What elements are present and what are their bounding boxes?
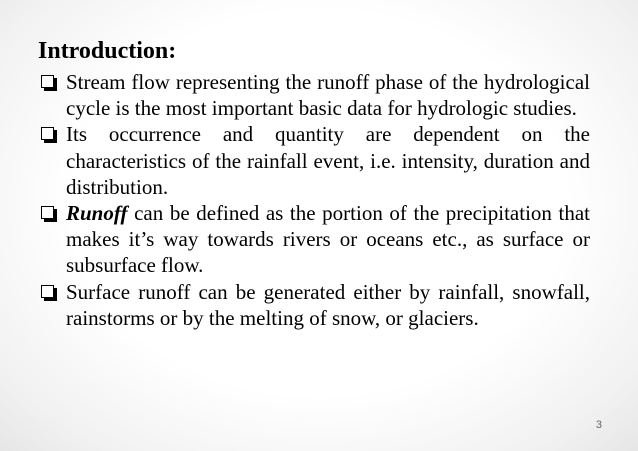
square-bullet-icon: [41, 206, 54, 219]
page-number: 3: [595, 419, 602, 431]
slide-title: Introduction:: [38, 38, 177, 64]
square-bullet-icon: [41, 75, 54, 88]
bullet-text: Its occurrence and quantity are dependent on the characteristics of the rainfall event, i.e. intensity, duration and distribution.: [66, 122, 590, 199]
bullet-item-stream-flow: [40, 69, 590, 121]
bullet-list: [40, 69, 590, 331]
bullet-item-runoff-definition: [40, 200, 590, 279]
bullet-text: Surface runoff can be generated either by rainfall, snowfall, rainstorms or by the melting of snow, or glaciers.: [66, 279, 590, 330]
square-bullet-icon: [41, 127, 54, 140]
bullet-text: can be defined as the portion of the precipitation that makes it’s way towards rivers or oceans etc., as surface or subsurface flow.: [66, 201, 590, 278]
bullet-item-surface-runoff: [40, 279, 590, 331]
bullet-item-occurrence: [40, 121, 590, 200]
bullet-emphasis-term: Runoff: [66, 201, 128, 226]
bullet-text: Stream flow representing the runoff phase of the hydrological cycle is the most important basic data for hydrologic studies.: [66, 70, 590, 121]
square-bullet-icon: [41, 285, 54, 298]
